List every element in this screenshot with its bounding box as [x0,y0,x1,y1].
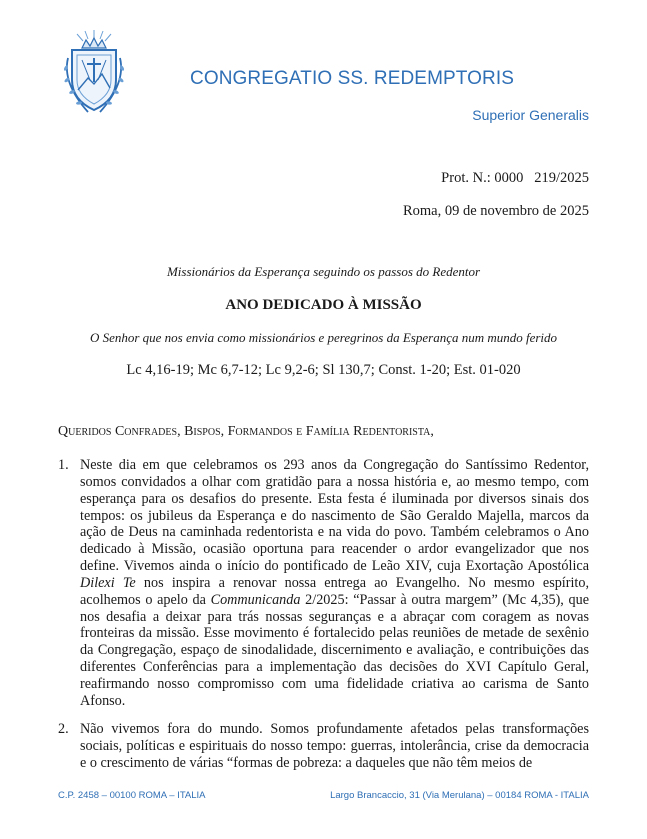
paragraph-body [80,457,589,710]
paragraph-text: nos inspira a renovar nossa entrega ao Evangelho. No mesmo espírito, acolhemos o apelo da [80,574,589,608]
footer [58,790,589,801]
paragraph-text: Neste dia em que celebramos os 293 anos da Congregação do Santíssimo Redentor, somos convidados a olhar com gratidão para a nossa história e, ao mesmo tempo, com esperança para os desafios do presente. Esta festa é iluminada por diversos sinais dos tempos: os jubileus da Esperança e do nascimento de São Geraldo Majella, marcos da ação de Deus na caminhada redentorista e na vida do povo. Também celebramos o Ano dedicado à Missão, ocasião oportuna para reacender o ardor evangelizador que nos define. Vivemos ainda o início do pontificado de Leão XIV, cuja Exortação Apostólica [80,457,589,575]
paragraph-body: Não vivemos fora do mundo. Somos profundamente afetados pelas transformações sociais, políticas e espirituais do nosso tempo: guerras, intolerância, crise da democracia e o crescimento de várias “formas de pobreza: a daqueles que não têm meios de [80,721,589,771]
paragraph-number: 2. [58,721,69,737]
office-name: Superior Generalis [472,107,589,123]
paragraph-2 [58,721,589,772]
redemptorist-crest-icon [58,28,130,116]
paragraph-text: 2/2025: “Passar à outra margem” (Mc 4,35), que nos desafia a deixar para trás nossas seguranças e a abraçar com coragem as novas fronteiras da missão. Esse movimento é fortalecido pelas reuniões de metade de sexênio da Congregação, espaço de sinodalidade, discernimento e avaliação, e contribuições das diferentes Conferências para a implementação das decisões do XVI Capítulo Geral, reafirmando nosso compromisso com uma fidelidade criativa ao carisma de Santo Afonso. [80,591,590,709]
protocol-number: Prot. N.: 0000 219/2025 [441,170,589,186]
greeting: Queridos Confrades, Bispos, Formandos e Família Redentorista, [58,424,434,439]
scripture-references: Lc 4,16-19; Mc 6,7-12; Lc 9,2-6; Sl 130,7; Const. 1-20; Est. 01-020 [126,362,521,378]
org-name: CONGREGATIO SS. REDEMPTORIS [190,68,514,89]
letter-title: ANO DEDICADO À MISSÃO [225,297,422,313]
footer-postal: C.P. 2458 – 00100 ROMA – ITALIA [58,790,206,801]
paragraph-number: 1. [58,457,69,473]
letter-motto: Missionários da Esperança seguindo os passos do Redentor [166,264,481,279]
paragraph-1 [58,457,589,710]
document-title-italic: Communicanda [210,591,301,608]
letter-date: Roma, 09 de novembro de 2025 [402,203,589,219]
document-title-italic: Dilexi Te [80,574,136,591]
footer-address: Largo Brancaccio, 31 (Via Merulana) – 00184 ROMA - ITALIA [330,790,589,801]
letter-subtitle: O Senhor que nos envia como missionários e peregrinos da Esperança num mundo ferido [89,330,558,345]
